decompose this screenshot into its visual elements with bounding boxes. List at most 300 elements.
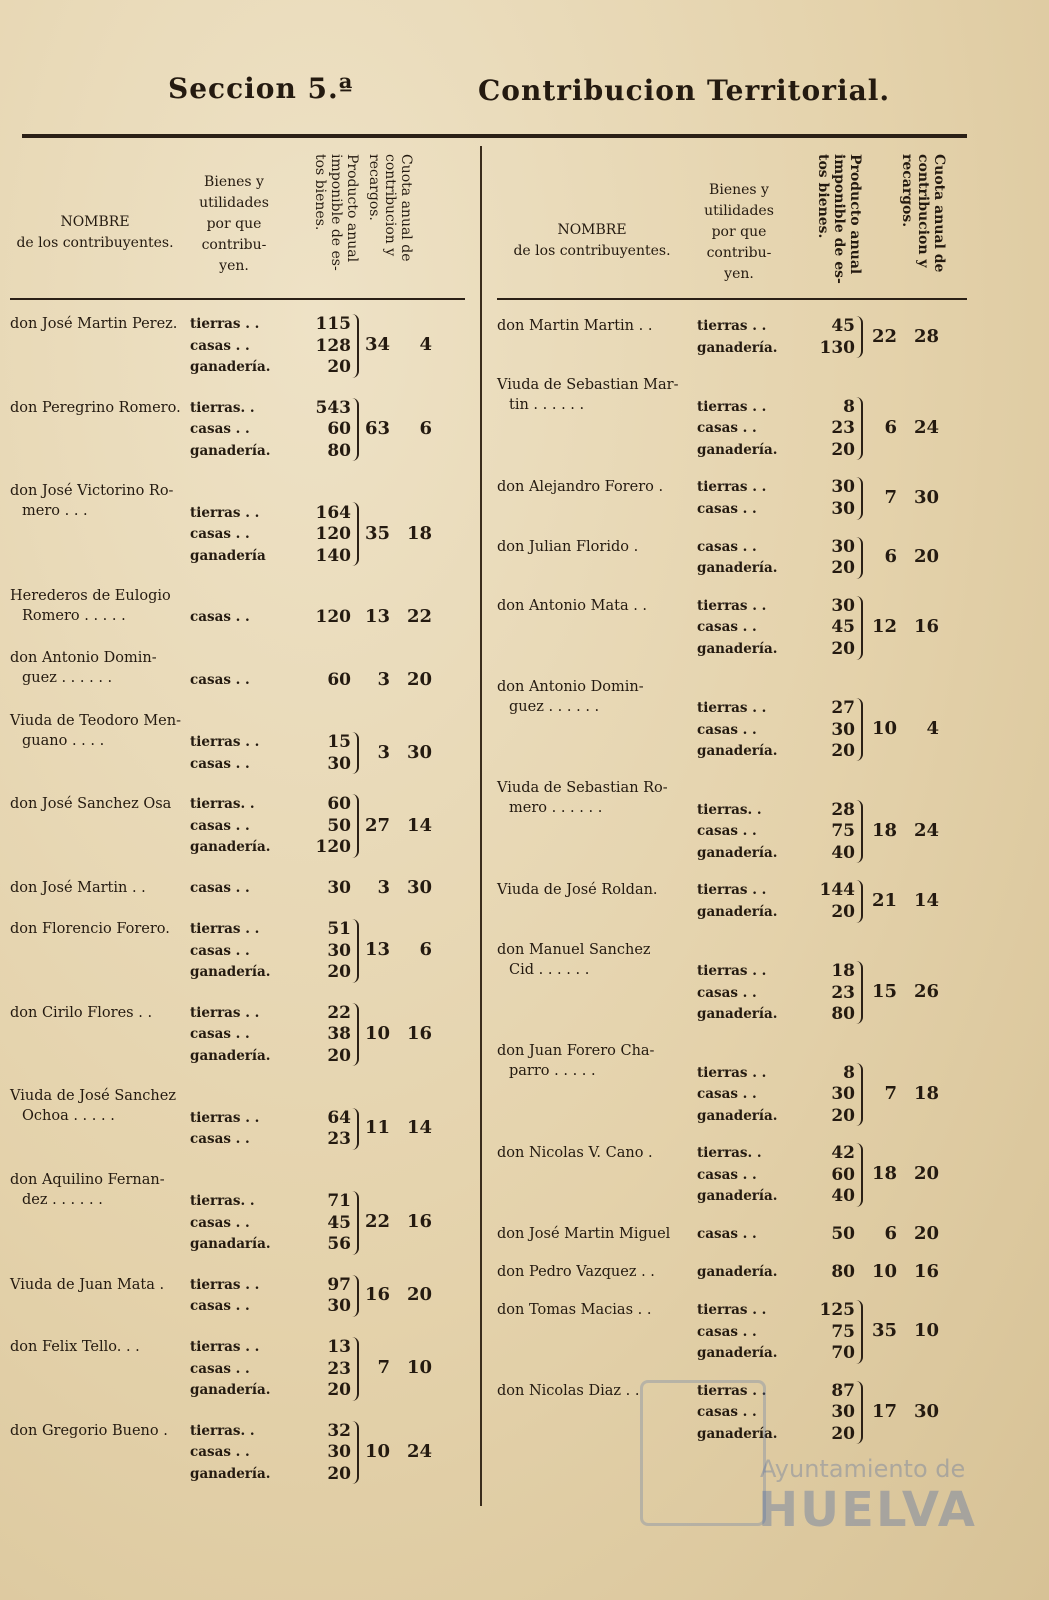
tax-amount [867, 487, 939, 508]
property-type: ganadería. [190, 839, 271, 856]
tax-amount-fraction: 6 [419, 417, 432, 439]
table-row [10, 878, 465, 919]
table-row [10, 1086, 465, 1170]
property-type: ganadería. [697, 743, 778, 760]
annual-product-value: 20 [831, 558, 855, 579]
brace-icon [856, 537, 863, 579]
property-types [190, 1003, 270, 1068]
annual-product [295, 711, 351, 776]
brace-icon [856, 316, 863, 358]
table-row [10, 586, 465, 648]
tax-amount [867, 890, 939, 911]
annual-product-value: 120 [315, 524, 351, 545]
contributor-name-line: guano . . . . [22, 732, 105, 749]
property-type: casas . . [697, 1166, 757, 1183]
annual-product-value: 130 [819, 337, 855, 358]
watermark-brand: HUELVA [758, 1482, 977, 1538]
table-row [10, 1003, 465, 1087]
annual-product-value [295, 586, 351, 608]
annual-product-value: 60 [327, 669, 351, 690]
contributor-name [497, 1300, 697, 1320]
tax-amount-main: 18 [871, 1163, 897, 1185]
contributor-name-line: mero . . . . . . [509, 800, 603, 817]
property-type: ganadería. [697, 1345, 778, 1362]
table-row [497, 596, 967, 677]
tax-amount-main: 7 [884, 486, 897, 508]
contributor-name [497, 316, 697, 336]
annual-product-value: 20 [831, 901, 855, 922]
contributor-name-line: Viuda de José Roldan. [497, 882, 658, 899]
property-type: casas . . [697, 420, 757, 437]
tax-amount [867, 1163, 939, 1184]
property-type: tierras . . [697, 963, 767, 980]
property-type: casas . . [697, 538, 757, 555]
property-types [697, 677, 777, 763]
table-row [497, 1224, 967, 1262]
annual-product [797, 940, 855, 1026]
annual-product-value: 30 [831, 536, 855, 557]
table-row [497, 1041, 967, 1143]
tax-amount-main: 6 [884, 1222, 897, 1244]
brace-icon [856, 698, 863, 762]
tax-amount [867, 326, 939, 347]
tax-amount-main: 35 [364, 522, 390, 544]
tax-amount-fraction: 30 [406, 741, 432, 763]
tax-amount-main: 7 [377, 1357, 390, 1379]
contributor-name-line: don Florencio Forero. [10, 921, 170, 938]
tax-amount-fraction: 28 [913, 325, 939, 347]
tax-amount-fraction: 14 [913, 889, 939, 911]
contributor-name [497, 1262, 697, 1282]
annual-product [797, 477, 855, 520]
annual-product-value: 23 [831, 982, 855, 1003]
property-types [697, 940, 777, 1026]
table-row [10, 481, 465, 586]
tax-amount-main: 18 [871, 819, 897, 841]
brace-icon [352, 1108, 359, 1150]
tax-amount [360, 523, 432, 544]
property-types [697, 778, 777, 864]
property-type: casas . . [190, 1444, 250, 1461]
annual-product-value: 50 [327, 815, 351, 836]
annual-product [797, 1381, 855, 1446]
table-header-right [497, 150, 967, 300]
tax-amount-fraction: 4 [926, 717, 939, 739]
brace-icon [856, 596, 863, 660]
tax-amount [867, 1223, 939, 1244]
section-heading: Seccion 5.ª [168, 72, 354, 105]
seal-icon [640, 1380, 766, 1526]
property-types [190, 1421, 270, 1486]
property-type: tierras . . [190, 1109, 260, 1126]
property-type: tierras . . [697, 700, 767, 717]
property-type: tierras . . [190, 734, 260, 751]
tax-amount-fraction: 30 [913, 1400, 939, 1422]
property-type: casas . . [190, 526, 250, 543]
contributor-name [10, 398, 190, 418]
brace-icon [352, 919, 359, 983]
annual-product-value [295, 648, 351, 670]
tax-amount [867, 820, 939, 841]
brace-icon [856, 1300, 863, 1364]
contributor-name-line: don José Victorino Ro- [10, 483, 174, 500]
header-bienes-line: yen. [219, 258, 249, 274]
annual-product-value: 23 [327, 1358, 351, 1379]
table-row [10, 919, 465, 1003]
tax-amount [867, 1401, 939, 1422]
property-types [697, 316, 777, 359]
watermark-name: Ayuntamiento de [760, 1455, 966, 1483]
property-type: tierras . . [697, 398, 767, 415]
header-bienes [693, 180, 785, 285]
property-type: ganadería. [697, 640, 778, 657]
property-type: ganadería. [697, 339, 778, 356]
property-types [190, 648, 250, 691]
annual-product [295, 919, 351, 984]
property-type: casas . . [190, 671, 250, 688]
table-row [497, 940, 967, 1042]
property-type [190, 586, 250, 608]
tax-amount [360, 877, 432, 898]
property-type: tierras . . [697, 318, 767, 334]
property-type: tierras. . [190, 1193, 255, 1210]
tax-amount [360, 1023, 432, 1044]
annual-product [797, 375, 855, 461]
property-types [190, 794, 270, 859]
contributor-name [10, 1337, 190, 1357]
brace-icon [352, 1337, 359, 1401]
brace-icon [856, 1143, 863, 1207]
annual-product-value: 40 [831, 842, 855, 863]
page-title: Contribucion Territorial. [478, 74, 891, 107]
property-type: tierras . . [190, 504, 260, 521]
annual-product [797, 316, 855, 359]
tax-amount-main: 6 [884, 546, 897, 568]
property-type: tierras. . [190, 399, 255, 416]
contributor-name-line: don Tomas Macias . . [497, 1302, 652, 1319]
contributor-name-line: Herederos de Eulogio [10, 587, 171, 604]
annual-product [295, 314, 351, 379]
annual-product-value: 60 [327, 794, 351, 815]
tax-amount-main: 10 [364, 1440, 390, 1462]
property-types [697, 1143, 777, 1208]
annual-product-value: 30 [831, 719, 855, 740]
annual-product-value: 125 [819, 1300, 855, 1321]
contributor-name-line: Viuda de Sebastian Ro- [497, 780, 668, 797]
property-types [190, 1337, 270, 1402]
contributor-name [497, 1041, 697, 1081]
header-nombre-sub: de los contribuyentes. [513, 243, 671, 259]
header-bienes [188, 172, 280, 277]
brace-icon [352, 398, 359, 462]
annual-product [797, 677, 855, 763]
tax-amount [360, 669, 432, 690]
property-types [697, 1224, 757, 1246]
table-row [10, 1337, 465, 1421]
property-type: casas . . [190, 942, 250, 959]
tax-amount-main: 3 [377, 668, 390, 690]
property-type: ganadería. [697, 844, 778, 861]
annual-product-value: 45 [327, 1212, 351, 1233]
property-type [190, 1170, 271, 1192]
tax-amount [360, 742, 432, 763]
annual-product-value [295, 481, 351, 503]
contributor-name [497, 1224, 697, 1244]
tax-amount [360, 939, 432, 960]
property-types [697, 375, 777, 461]
annual-product-value: 20 [327, 1380, 351, 1401]
header-cuota: Cuota anual de contribucion y recargos. [366, 154, 414, 262]
tax-amount-fraction: 24 [913, 819, 939, 841]
property-types [190, 314, 270, 379]
tax-amount-main: 10 [364, 1022, 390, 1044]
annual-product [797, 1143, 855, 1208]
tax-amount [360, 418, 432, 439]
contributor-name-line: don Peregrino Romero. [10, 399, 181, 416]
tax-amount-fraction: 18 [406, 522, 432, 544]
annual-product-value: 28 [831, 799, 855, 820]
tax-amount-fraction: 14 [406, 814, 432, 836]
tax-amount-main: 3 [377, 876, 390, 898]
tax-amount [360, 1117, 432, 1138]
header-producto: Producto anual imponible de es- tos bienes. [312, 154, 360, 271]
annual-product [797, 1041, 855, 1127]
property-type: casas . . [190, 755, 250, 772]
table-row [497, 677, 967, 779]
contributor-name-line: guez . . . . . . [509, 698, 600, 715]
annual-product [295, 398, 351, 463]
tax-amount [360, 1284, 432, 1305]
tax-amount-main: 22 [364, 1211, 390, 1233]
table-row [10, 1170, 465, 1275]
contributor-name [10, 1086, 190, 1126]
contributor-name-line: don Antonio Domin- [10, 650, 157, 667]
property-type: casas . . [190, 421, 250, 438]
tax-amount-fraction: 4 [419, 334, 432, 356]
brace-icon [352, 1275, 359, 1317]
property-type: ganadería. [697, 903, 778, 920]
contributor-name [10, 586, 190, 626]
property-type: casas . . [697, 619, 757, 636]
property-type: casas . . [697, 823, 757, 840]
tax-amount [867, 1261, 939, 1282]
header-nombre [497, 220, 687, 262]
annual-product [295, 878, 351, 900]
brace-icon [352, 732, 359, 774]
brace-icon [856, 961, 863, 1025]
property-type: ganadería. [190, 964, 271, 981]
tax-amount [867, 981, 939, 1002]
contributor-name [497, 880, 697, 900]
annual-product [295, 1003, 351, 1068]
annual-product-value [797, 677, 855, 699]
annual-product-value [797, 778, 855, 800]
annual-product [295, 648, 351, 691]
tax-amount-fraction: 18 [913, 1082, 939, 1104]
header-bienes-line: Bienes y [709, 182, 769, 198]
contributor-name-line: don José Martin Perez. [10, 316, 178, 332]
annual-product-value: 128 [315, 335, 351, 356]
property-types [190, 481, 266, 567]
tax-amount-main: 3 [377, 741, 390, 763]
annual-product-value: 32 [327, 1420, 351, 1441]
property-type: tierras . . [697, 1064, 767, 1081]
tax-amount [867, 546, 939, 567]
annual-product-value: 87 [831, 1380, 855, 1401]
table-row [10, 1421, 465, 1505]
property-type: tierras . . [190, 1276, 260, 1293]
annual-product [797, 537, 855, 580]
annual-product-value: 30 [327, 877, 351, 898]
tax-amount-fraction: 16 [913, 1260, 939, 1282]
annual-product-value: 120 [315, 607, 351, 628]
annual-product [295, 1275, 351, 1318]
tax-amount-fraction: 10 [913, 1320, 939, 1342]
annual-product [797, 596, 855, 661]
annual-product [295, 1170, 351, 1256]
header-nombre-label: NOMBRE [557, 222, 627, 238]
property-type: ganadería. [697, 1263, 778, 1280]
property-type: casas . . [190, 1026, 250, 1043]
annual-product-value: 38 [327, 1024, 351, 1045]
property-types [697, 1041, 777, 1127]
annual-product-value: 20 [831, 741, 855, 762]
table-row [497, 375, 967, 477]
tax-amount-fraction: 20 [913, 1222, 939, 1244]
property-types [190, 586, 250, 629]
property-types [697, 1300, 777, 1365]
property-type [190, 1086, 259, 1108]
tax-amount-main: 6 [884, 416, 897, 438]
property-type: ganadería. [190, 1465, 271, 1482]
header-bienes-line: por que [206, 216, 262, 232]
tax-amount-main: 15 [871, 980, 897, 1002]
brace-icon [856, 477, 863, 519]
annual-product-value: 20 [327, 1045, 351, 1066]
property-type: casas . . [190, 337, 250, 354]
annual-product-value: 60 [327, 419, 351, 440]
tax-amount-fraction: 20 [913, 546, 939, 568]
annual-product-value: 97 [327, 1274, 351, 1295]
property-type: casas . . [697, 500, 757, 517]
tax-amount-main: 27 [364, 814, 390, 836]
brace-icon [352, 1191, 359, 1255]
property-type: ganadería. [190, 442, 271, 459]
annual-product-value: 20 [831, 638, 855, 659]
annual-product-value: 20 [831, 439, 855, 460]
contributor-name [10, 1003, 190, 1023]
property-types [697, 537, 777, 580]
annual-product-value [295, 1086, 351, 1108]
annual-product-value: 75 [831, 1321, 855, 1342]
annual-product-value: 20 [831, 1105, 855, 1126]
brace-icon [352, 1003, 359, 1067]
contributor-name-line: Viuda de José Sanchez [10, 1088, 176, 1105]
contributor-name-line: Viuda de Juan Mata . [10, 1276, 165, 1293]
left-column [10, 150, 465, 1504]
header-nombre-sub: de los contribuyentes. [16, 235, 174, 251]
left-rows [10, 314, 465, 1504]
tax-amount [360, 334, 432, 355]
table-row [497, 316, 967, 375]
annual-product [295, 586, 351, 629]
property-type: ganadería. [697, 1107, 778, 1124]
header-bienes-line: contribu- [201, 237, 267, 253]
right-column [497, 150, 967, 1461]
brace-icon [856, 800, 863, 864]
table-row [10, 711, 465, 795]
contributor-name [10, 711, 190, 751]
property-type: casas . . [190, 1360, 250, 1377]
tax-amount [867, 718, 939, 739]
annual-product-value: 30 [831, 1402, 855, 1423]
annual-product [797, 880, 855, 923]
tax-amount-fraction: 10 [406, 1357, 432, 1379]
annual-product-value [797, 375, 855, 397]
annual-product-value: 30 [327, 940, 351, 961]
annual-product [295, 1086, 351, 1151]
header-bienes-line: yen. [724, 266, 754, 282]
brace-icon [352, 1421, 359, 1485]
tax-amount-main: 34 [364, 334, 390, 356]
property-type: casas . . [190, 1214, 250, 1231]
annual-product-value [295, 711, 351, 733]
contributor-name-line: don José Martin Miguel [497, 1225, 671, 1242]
brace-icon [856, 397, 863, 461]
tax-amount-fraction: 30 [406, 876, 432, 898]
contributor-name-line: Cid . . . . . . [509, 961, 590, 978]
contributor-name-line: Viuda de Sebastian Mar- [497, 377, 679, 394]
annual-product [797, 1262, 855, 1284]
annual-product-value: 60 [831, 1164, 855, 1185]
tax-amount [360, 606, 432, 627]
annual-product-value: 27 [831, 698, 855, 719]
annual-product-value: 144 [819, 880, 855, 901]
property-type [190, 481, 266, 503]
property-type [190, 648, 250, 670]
contributor-name-line: don Nicolas Diaz . . [497, 1382, 640, 1399]
tax-amount-main: 11 [364, 1117, 390, 1139]
brace-icon [352, 502, 359, 566]
contributor-name-line: don Julian Florido . [497, 538, 639, 555]
annual-product-value: 13 [327, 1337, 351, 1358]
annual-product [295, 794, 351, 859]
property-types [190, 1086, 259, 1151]
property-type: tierras . . [697, 597, 767, 614]
brace-icon [856, 1063, 863, 1127]
annual-product [797, 778, 855, 864]
tax-amount-main: 12 [871, 616, 897, 638]
contributor-name [497, 477, 697, 497]
tax-amount-fraction: 6 [419, 939, 432, 961]
contributor-name-line: don Gregorio Bueno . [10, 1422, 168, 1439]
contributor-name-line: mero . . . [22, 503, 88, 520]
tax-amount-main: 13 [364, 606, 390, 628]
annual-product-value: 80 [831, 1004, 855, 1025]
tax-amount-main: 7 [884, 1082, 897, 1104]
property-type: casas . . [697, 1086, 757, 1103]
property-type: tierras . . [190, 1004, 260, 1021]
contributor-name-line: dez . . . . . . [22, 1191, 103, 1208]
property-type: ganadería [190, 547, 266, 564]
property-type [697, 1041, 777, 1063]
tax-amount [360, 1211, 432, 1232]
annual-product-value [797, 940, 855, 962]
tax-amount-fraction: 20 [913, 1163, 939, 1185]
header-cuota: Cuota anual de contribucion y recargos. [899, 154, 947, 273]
contributor-name [10, 794, 190, 814]
annual-product-value [295, 1170, 351, 1192]
